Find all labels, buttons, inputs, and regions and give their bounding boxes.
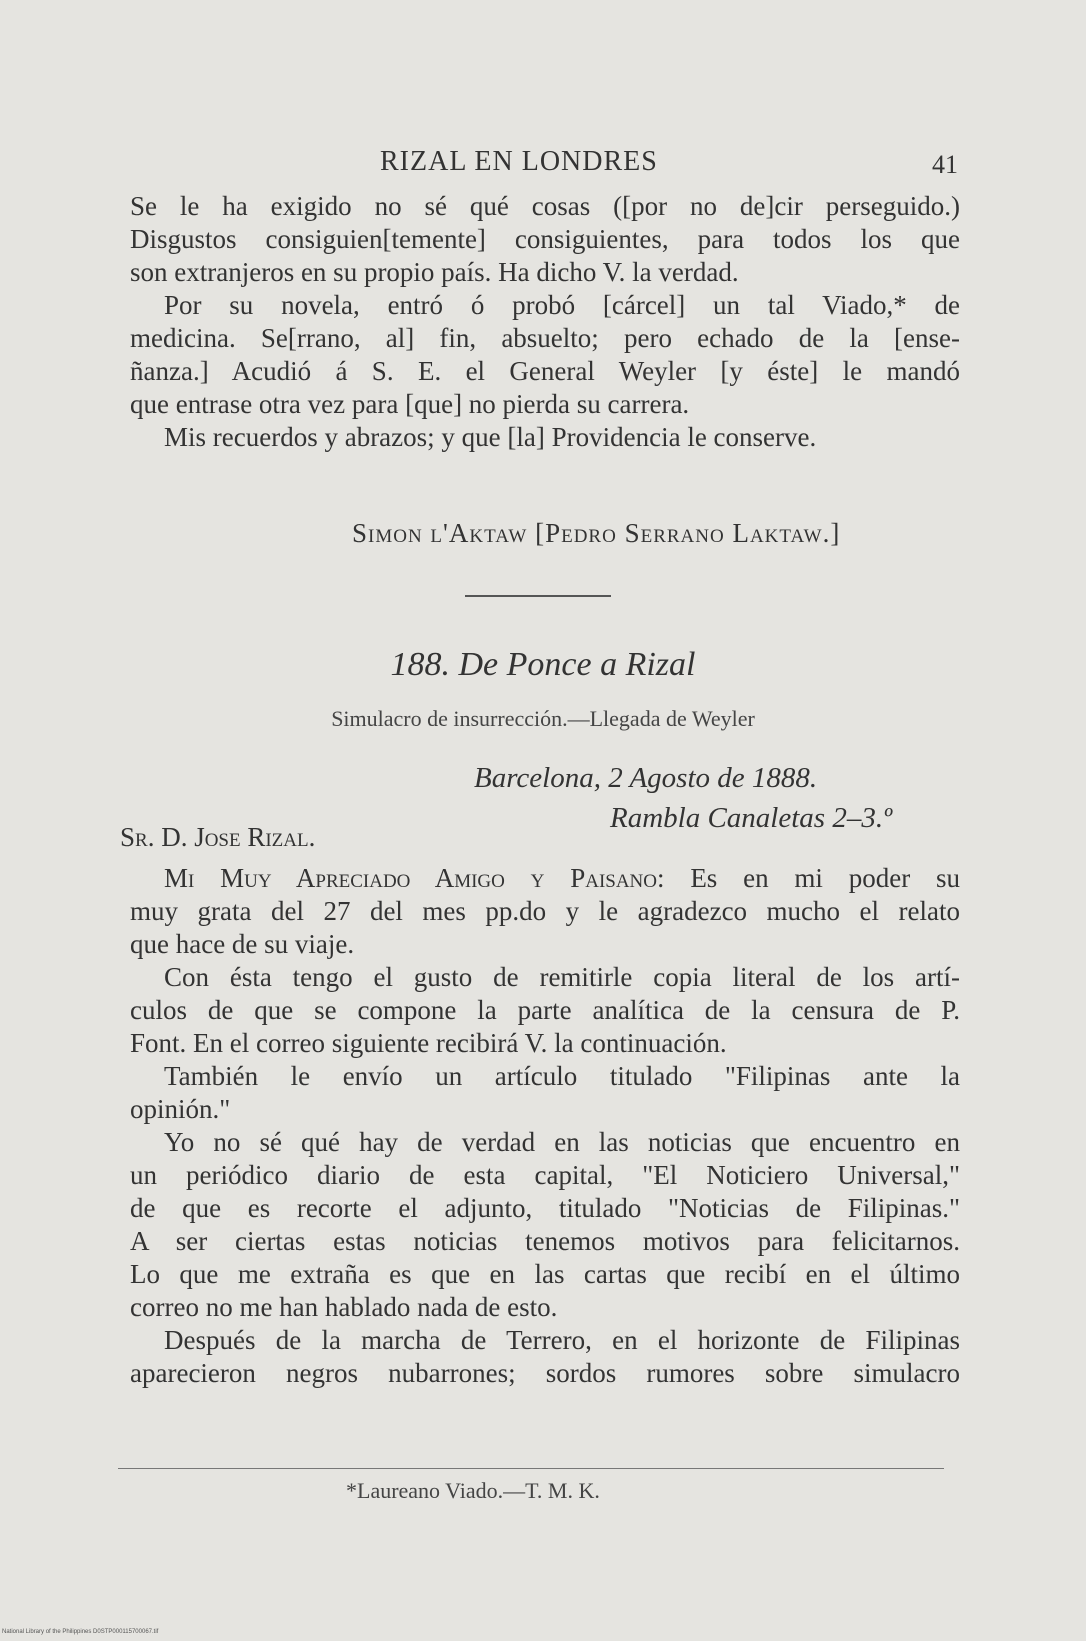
recipient-text: Sr. D. Jose Rizal.: [120, 822, 316, 852]
text-line: Se le ha exigido no sé qué cosas ([por no de]cir perseguido.): [130, 191, 960, 221]
text-line: culos de que se compone la parte analítica de la censura de P.: [130, 995, 960, 1025]
sender-address: Rambla Canaletas 2–3.º: [610, 802, 893, 834]
text-line: Font. En el correo siguiente recibirá V. la continuación.: [130, 1028, 727, 1058]
recipient-name: [120, 822, 315, 853]
running-head: RIZAL EN LONDRES: [380, 146, 658, 177]
text-line: que entrase otra vez para [que] no pierda su carrera.: [130, 389, 690, 419]
text-line: medicina. Se[rrano, al] fin, absuelto; pero echado de la [ense-: [130, 323, 960, 353]
text-line: A ser ciertas estas noticias tenemos motivos para felicitarnos.: [130, 1226, 960, 1256]
text-fragment: Es en mi poder su: [690, 863, 960, 893]
signature: Simon l'Aktaw [Pedro Serrano Laktaw.]: [352, 518, 841, 548]
text-line: son extranjeros en su propio país. Ha dicho V. la verdad.: [130, 257, 739, 287]
letter-subtitle: Simulacro de insurrección.—Llegada de Weyler: [331, 706, 755, 731]
text-line: Yo no sé qué hay de verdad en las noticias que encuentro en: [164, 1127, 960, 1157]
text-line: de que es recorte el adjunto, titulado "Noticias de Filipinas.": [130, 1193, 960, 1223]
place-date: Barcelona, 2 Agosto de 1888.: [474, 762, 818, 794]
previous-letter-text: [130, 190, 960, 454]
text-line: Mis recuerdos y abrazos; y que [la] Providencia le conserve.: [164, 422, 817, 452]
text-line: ñanza.] Acudió á S. E. el General Weyler [y éste] le mandó: [130, 356, 960, 386]
text-line: un periódico diario de esta capital, "El Noticiero Universal,": [130, 1160, 960, 1190]
text-line: También le envío un artículo titulado "Filipinas ante la: [164, 1061, 960, 1091]
text-line: Por su novela, entró ó probó [cárcel] un tal Viado,* de: [164, 290, 960, 320]
text-line: opinión.": [130, 1094, 231, 1124]
section-divider: [465, 595, 611, 597]
greeting: Mi Muy Apreciado Amigo y Paisano:: [164, 863, 665, 893]
library-credit: National Library of the Philippines D0STP000115700067.tif: [2, 1629, 159, 1635]
text-line: que hace de su viaje.: [130, 929, 355, 959]
text-line: Con ésta tengo el gusto de remitirle copia literal de los artí-: [164, 962, 960, 992]
text-line: Disgustos consiguien[temente] consiguientes, para todos los que: [130, 224, 960, 254]
letter-body: [130, 862, 960, 1390]
page-number: 41: [932, 150, 958, 179]
letter-title: 188. De Ponce a Rizal: [390, 646, 696, 683]
text-line: aparecieron negros nubarrones; sordos rumores sobre simulacro: [130, 1358, 960, 1388]
text-line: Después de la marcha de Terrero, en el horizonte de Filipinas: [164, 1325, 960, 1355]
text-line: Lo que me extraña es que en las cartas que recibí en el último: [130, 1259, 960, 1289]
text-line: muy grata del 27 del mes pp.do y le agradezco mucho el relato: [130, 896, 960, 926]
text-line: correo no me han hablado nada de esto.: [130, 1292, 558, 1322]
text-line: [130, 862, 960, 895]
footnote-divider: [118, 1468, 944, 1469]
footnote: *Laureano Viado.—T. M. K.: [346, 1478, 600, 1503]
